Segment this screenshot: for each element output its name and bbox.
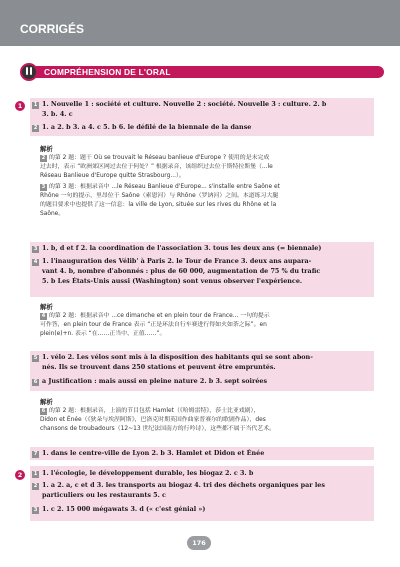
analyse-label: 解析 [40, 145, 53, 153]
answer-row: 6 a Justification : mais aussi en pleine nature 2. b 3. sept soirées [33, 377, 268, 385]
page-number: 176 [187, 536, 211, 550]
analysis-paragraph: 2 的第 2 题：题干 Où se trouvait le Réseau banlieue d'Europe ? 使用的是未完成 过去时，表示 “欧洲郊区网过去位于何处？” 根据录音，该组织过去位于斯特拉斯堡（...le Réseau Banlieue d'Europe quitte Strasbourg...）。 [40, 155, 273, 180]
exercise-number: 2 [15, 470, 25, 480]
answer-row: 5 1. vélo 2. Les vélos sont mis à la disposition des habitants qui se sont abon- [33, 353, 313, 361]
answer-row: 3. b. 4. c [42, 109, 73, 118]
analysis-paragraph: 4 的第 2 题：根据录音中 ...ce dimanche et en plein tour de France... 一句的提示 可作答，en plein tour de France 表示 “正是环法自行车赛进行得如火如荼之际”。en plein(e)+n. 表示 “在……正当中、正值……”。 [40, 313, 270, 338]
question-number: 5 [33, 355, 38, 361]
header-title: CORRIGÉS [20, 22, 85, 36]
question-number: 3 [41, 184, 46, 190]
answer-row: 5. b Les États-Unis aussi (Washington) sont venus observer l'expérience. [42, 277, 303, 285]
analyse-label: 解析 [40, 303, 53, 311]
answer-row: vant 4. b, nombre d'abonnés : plus de 60 000, augmentation de 75 % du trafic [42, 267, 321, 275]
question-number: 2 [33, 125, 38, 131]
answer-row: 2 1. a 2. a, c et d 3. les transports au biogaz 4. tri des déchets organiques par les [33, 481, 325, 489]
question-number: 4 [33, 259, 38, 265]
analysis-paragraph: 3 的第 3 题：根据录音中 ...le Réseau Banlieue d'Europe... s'installe entre Saône et Rhône 一句的提示，里昂位于 Saône（索恩河）与 Rhône（罗讷河）之间。本道练习大腿 的题目要求中也提供了这一信息：la ville de Lyon, située sur les rives du Rhône et la Saône。 [40, 184, 280, 218]
answer-row: 2 1. a 2. b 3. a 4. c 5. b 6. le défilé de la biennale de la danse [33, 123, 252, 131]
question-number: 3 [33, 507, 38, 513]
question-number: 3 [33, 246, 38, 252]
exercise-number: 1 [15, 101, 25, 111]
section-title: COMPRÉHENSION DE L'ORAL [44, 67, 171, 77]
answer-row: particuliers ou les restaurants 5. c [42, 491, 166, 499]
answer-row: 3 1. b, d et f 2. la coordination de l'association 3. tous les deux ans (= biennale) [33, 244, 322, 252]
answer-row: 1 1. l'écologie, le développement durable, les biogaz 2. c 3. b [33, 469, 254, 477]
page-header [0, 0, 400, 46]
answer-row: 1 1. Nouvelle 1 : société et culture. Nouvelle 2 : société. Nouvelle 3 : culture. 2. b [33, 100, 327, 108]
answer-row: 7 1. dans le centre-ville de Lyon 2. b 3. Hamlet et Didon et Énée [33, 449, 265, 457]
question-number: 1 [33, 102, 38, 108]
section-heading [14, 64, 384, 78]
question-number: 7 [33, 451, 38, 457]
analyse-label: 解析 [40, 398, 53, 406]
question-number: 1 [33, 471, 38, 477]
answer-row: 3 1. c 2. 15 000 mégawats 3. d (« c'est génial ») [33, 505, 206, 513]
question-number: 6 [41, 408, 46, 414]
pause-icon [20, 63, 38, 81]
question-number: 2 [41, 155, 46, 161]
answer-row: 4 1. l'inauguration des Vélib' à Paris 2. le Tour de France 3. deux ans aupara- [33, 257, 312, 265]
analysis-paragraph: 6 的第 2 题：根据录音，上演的节目包括 Hamlet（《哈姆雷特》，莎士比亚戏剧）， Didon et Énée（《狄朵与埃涅阿斯》，巴洛克时期英国作曲家普赛尔的歌剧作品），des chansons de troubadours（12~13 世纪法国南方的行吟诗），这些都不属于当代艺术。 [40, 408, 275, 433]
question-number: 6 [33, 379, 38, 385]
question-number: 4 [41, 313, 46, 319]
answer-row: nés. Ils se trouvent dans 250 stations et peuvent être empruntés. [42, 363, 276, 371]
question-number: 2 [33, 483, 38, 489]
